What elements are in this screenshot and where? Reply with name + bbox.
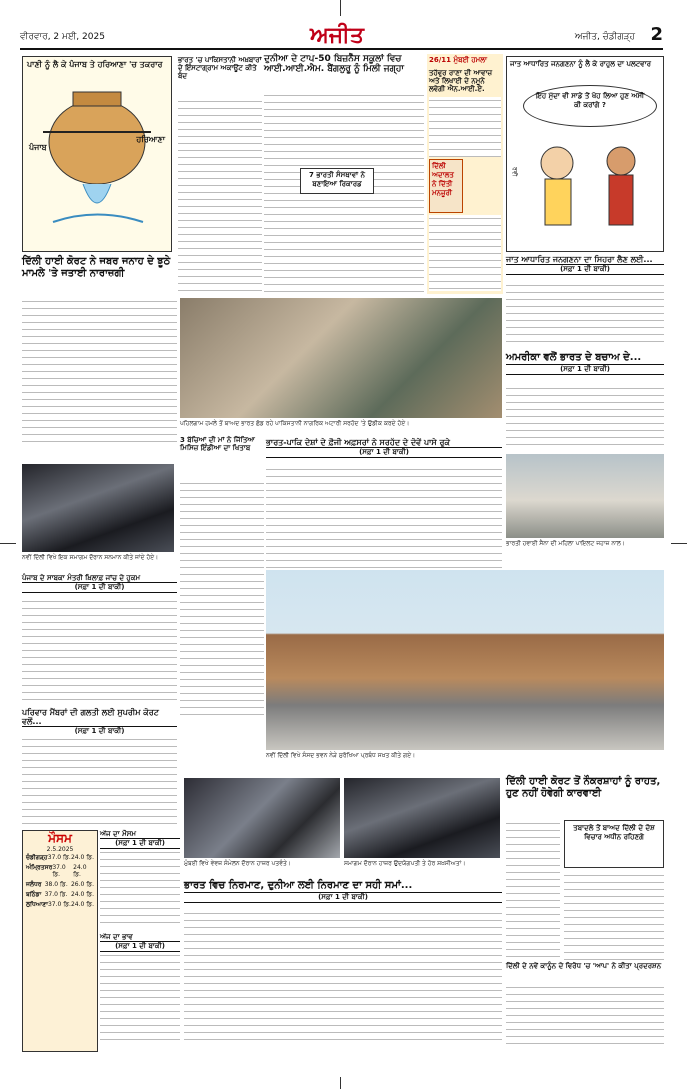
america-story (506, 352, 664, 380)
crop-mark-bottom (340, 1077, 341, 1089)
col2-body (178, 98, 262, 293)
pak-army-story (266, 438, 502, 462)
pilot-photo (506, 454, 664, 538)
summit-photo-right (344, 778, 500, 858)
weather-row (23, 853, 97, 863)
weather-row (23, 880, 97, 890)
aap-story (506, 962, 664, 982)
delhi-hc-jobs-body2 (564, 872, 664, 960)
delhi-hc-body (22, 298, 177, 443)
cartoon-right (506, 56, 664, 252)
pilot-caption: ਭਾਰਤੀ ਹਵਾਈ ਸੈਨਾ ਦੀ ਮਹਿਲਾ ਪਾਇਲਟ ਜਹਾਜ਼ ਨਾਲ। (506, 540, 625, 547)
cartoon-left (22, 56, 172, 252)
pak-army-tag: (ਸਫ਼ਾ 1 ਦੀ ਬਾਕੀ) (266, 447, 502, 458)
small-story-2-headline: ਅੱਜ ਦਾ ਭਾਵ (100, 933, 133, 942)
label-punjab: ਪੰਜਾਬ (29, 143, 47, 152)
small-story-2-body (100, 952, 180, 1042)
delhi-hc-jobs-headline: ਦਿੱਲੀ ਹਾਈ ਕੋਰਟ ਤੋਂ ਨੌਕਰਸ਼ਾਹਾਂ ਨੂੰ ਰਾਹਤ, ਹੁਣ ਨਹੀਂ ਹੋਵੇਗੀ ਕਾਰਵਾਈ (506, 776, 661, 799)
small-story-2-tag: (ਸਫ਼ਾ 1 ਦੀ ਬਾਕੀ) (100, 941, 180, 952)
masthead: ਅਜੀਤ (310, 22, 364, 48)
court-left-body (22, 736, 177, 826)
weather-max: 38.0 ਡਿ. (44, 881, 68, 888)
box-2611-kicker: 26/11 ਮੁੰਬਈ ਹਮਲਾ (429, 56, 488, 64)
politicians-illustration (517, 131, 657, 249)
top-center-story (264, 54, 424, 88)
pahalgam-photo (180, 298, 502, 418)
weather-row (23, 900, 97, 910)
summit-caption-left: ਮੁੰਬਈ ਵਿਖੇ ਵੇਵਜ਼ ਸੰਮੇਲਨ ਦੌਰਾਨ ਹਾਜ਼ਰ ਪਤਵੰਤੇ। (184, 860, 291, 867)
weather-min: 24.0 ਡਿ. (70, 891, 94, 898)
america-headline: ਅਮਰੀਕਾ ਵਲੋਂ ਭਾਰਤ ਦੇ ਬਚਾਅ ਦੇ... (506, 352, 642, 363)
summit-caption-right: ਸਮਾਗਮ ਦੌਰਾਨ ਹਾਜ਼ਰ ਉਦਯੋਗਪਤੀ ਤੇ ਹੋਰ ਸ਼ਖ਼ਸੀਅਤਾਂ। (344, 860, 466, 867)
weather-box (22, 830, 98, 1052)
delhi-hc-jobs-sidebar: ਤਬਾਦਲੇ ਤੋਂ ਬਾਅਦ ਦਿੱਲੀ ਦੇ ਦੋਸ਼ ਵਿਚਾਰ ਅਧੀਨ ਰਹਿਣਗੇ (564, 820, 664, 868)
america-body (506, 385, 664, 451)
award-caption: ਨਵੀਂ ਦਿੱਲੀ ਵਿਖੇ ਇਕ ਸਮਾਗਮ ਦੌਰਾਨ ਸਨਮਾਨ ਕੀਤੇ ਜਾਂਦੇ ਹੋਏ। (22, 554, 159, 561)
weather-city: ਅੰਮ੍ਰਿਤਸਰ (26, 864, 53, 871)
left-col-headline: ਪੰਜਾਬ ਦੇ ਸਾਬਕਾ ਮੰਤਰੀ ਖ਼ਿਲਾਫ਼ ਜਾਂਚ ਦੇ ਹੁਕਮ (22, 574, 141, 582)
caste-body (506, 282, 664, 348)
bottom-banner-body (184, 910, 502, 1040)
crop-mark-left (0, 543, 16, 544)
weather-max: 37.0 ਡਿ. (44, 891, 68, 898)
weather-title: ਮੌਸਮ (48, 831, 72, 845)
aap-body (506, 984, 664, 1044)
box-2611-red: ਦਿੱਲੀ ਅਦਾਲਤ ਨੇ ਦਿੱਤੀ ਮਨਜ਼ੂਰੀ (429, 159, 463, 213)
delhi-hc-story-headline-box (22, 256, 177, 296)
weather-city: ਚੰਡੀਗੜ੍ਹ (26, 854, 48, 861)
pahalgam-caption: ਪਹਿਲਗਾਮ ਹਮਲੇ ਤੋਂ ਬਾਅਦ ਭਾਰਤ ਛੱਡ ਰਹੇ ਪਾਕਿਸਤਾਨੀ ਨਾਗਰਿਕ ਅਟਾਰੀ ਸਰਹੱਦ 'ਤੇ ਉਡੀਕ ਕਰਦੇ ਹੋਏ। (180, 420, 410, 427)
building-caption: ਨਵੀਂ ਦਿੱਲੀ ਵਿਖੇ ਸੰਸਦ ਭਵਨ ਨੇੜੇ ਸੁਰੱਖਿਆ ਪ੍ਰਬੰਧ ਸਖ਼ਤ ਕੀਤੇ ਗਏ। (266, 752, 416, 759)
col2-story (178, 56, 262, 96)
small-story-1-headline: ਅੱਜ ਦਾ ਮੌਸਮ (100, 830, 136, 838)
caste-tag: (ਸਫ਼ਾ 1 ਦੀ ਬਾਕੀ) (506, 264, 664, 275)
weather-city: ਲੁਧਿਆਣਾ (26, 901, 48, 908)
bottom-banner-headline: ਭਾਰਤ ਵਿਚ ਨਿਰਮਾਣ, ਦੁਨੀਆ ਲਈ ਨਿਰਮਾਣ ਦਾ ਸਹੀ ਸਮਾਂ... (184, 880, 413, 891)
weather-date: 2.5.2025 (46, 846, 74, 853)
summit-photo-left (184, 778, 340, 858)
small-story-1-tag: (ਸਫ਼ਾ 1 ਦੀ ਬਾਕੀ) (100, 838, 180, 849)
caste-census-story (506, 255, 664, 277)
pull-quote: 7 ਭਾਰਤੀ ਸੰਸਥਾਵਾਂ ਨੇ ਬਣਾਇਆ ਰਿਕਾਰਡ (300, 168, 374, 194)
left-col-body (22, 598, 177, 702)
col2-headline: ਭਾਰਤ 'ਚ ਪਾਕਿਸਤਾਨੀ ਅਖ਼ਬਾਰਾਂ ਦੇ ਇੰਸਟਾਗ੍ਰਾਮ ਅਕਾਊਂਟ ਕੀਤੇ ਬੰਦ (178, 56, 262, 81)
left-col-tag: (ਸਫ਼ਾ 1 ਦੀ ਬਾਕੀ) (22, 582, 177, 593)
bottom-banner-tag: (ਸਫ਼ਾ 1 ਦੀ ਬਾਕੀ) (184, 892, 502, 903)
cartoon-right-headline: ਜਾਤ ਆਧਾਰਿਤ ਜਨਗਣਨਾ ਨੂੰ ਲੈ ਕੇ ਰਾਹੁਲ ਦਾ ਪਲਟਵਾਰ (510, 60, 651, 68)
top-center-headline: ਦੁਨੀਆ ਦੇ ਟਾਪ-50 ਬਿਜ਼ਨੈੱਸ ਸਕੂਲਾਂ ਵਿਚ ਆਈ.ਆਈ.ਐਮ. ਬੈਂਗਲੁਰੂ ਨੂੰ ਮਿਲੀ ਜਗ੍ਹਾ (264, 54, 404, 75)
mother-body (180, 480, 264, 720)
weather-max: 37.0 ਡਿ. (52, 864, 66, 878)
weather-row (23, 890, 97, 900)
court-left-tag: (ਸਫ਼ਾ 1 ਦੀ ਬਾਕੀ) (22, 726, 177, 737)
speech-bubble: ਇਹ ਮੁੱਦਾ ਵੀ ਸਾਡੇ ਤੋਂ ਖੋਹ ਲਿਆ ਹੁਣ ਅਸੀਂ ਕੀ ਕਰਾਂਗੇ ? (523, 85, 657, 127)
page-header (20, 22, 663, 50)
weather-min: 26.0 ਡਿ. (70, 881, 94, 888)
page-number: 2 (650, 24, 663, 45)
crop-mark-top (340, 0, 341, 16)
court-left-headline: ਪਰਿਵਾਰ ਮੈਂਬਰਾਂ ਦੀ ਗਲਤੀ ਲਈ ਸੁਪਰੀਮ ਕੋਰਟ ਵਲੋਂ... (22, 708, 159, 727)
weather-city: ਬਠਿੰਡਾ (26, 891, 42, 898)
caste-headline: ਜਾਤ ਆਧਾਰਿਤ ਜਨਗਣਨਾ ਦਾ ਸਿਹਰਾ ਲੈਣ ਲਈ... (506, 255, 653, 264)
weather-min: 24.0 ਡਿ. (70, 854, 94, 861)
label-haryana: ਹਰਿਆਣਾ (136, 135, 165, 144)
pak-army-headline: ਭਾਰਤ-ਪਾਕਿ ਦੇਸ਼ਾਂ ਦੇ ਫ਼ੌਜੀ ਅਫ਼ਸਰਾਂ ਨੇ ਸਰਹੱਦ ਦੇ ਦੋਵੇਂ ਪਾਸੇ ਰੁਕੇ (266, 438, 450, 447)
award-photo (22, 464, 174, 552)
building-photo (266, 570, 664, 750)
header-date: ਵੀਰਵਾਰ, 2 ਮਈ, 2025 (20, 32, 105, 42)
header-city: ਅਜੀਤ, ਚੰਡੀਗੜ੍ਹ (574, 32, 635, 42)
weather-city: ਜਲੰਧਰ (26, 881, 42, 888)
box-2611-body2 (429, 215, 501, 291)
pak-army-body (266, 466, 502, 568)
weather-row (23, 863, 97, 880)
box-2611-body (429, 97, 501, 157)
weather-max: 37.0 ਡਿ. (47, 901, 71, 908)
box-2611 (427, 54, 503, 294)
cartoonist-name: ਰਵੀ (511, 167, 518, 177)
weather-rows (23, 853, 97, 910)
delhi-hc-headline: ਦਿੱਲੀ ਹਾਈ ਕੋਰਟ ਨੇ ਜਬਰ ਜਨਾਹ ਦੇ ਝੂਠੇ ਮਾਮਲੇ 'ਤੇ ਜਤਾਈ ਨਾਰਾਜ਼ਗੀ (22, 256, 171, 279)
weather-min: 24.0 ਡਿ. (73, 864, 87, 878)
mother-story (180, 436, 264, 476)
court-left-story (22, 708, 177, 736)
weather-max: 37.0 ਡਿ. (47, 854, 71, 861)
america-tag: (ਸਫ਼ਾ 1 ਦੀ ਬਾਕੀ) (506, 364, 664, 375)
left-col-story (22, 574, 177, 596)
mother-headline: 3 ਬੱਚਿਆਂ ਦੀ ਮਾਂ ਨੇ ਜਿੱਤਿਆ ਮਿਸਿਜ਼ ਇੰਡੀਆ ਦਾ ਖਿਤਾਬ (180, 436, 255, 453)
weather-min: 24.0 ਡਿ. (70, 901, 94, 908)
delhi-hc-jobs-body (506, 820, 560, 960)
small-story-1-body (100, 849, 180, 929)
box-2611-headline: ਤਹੱਵੁਰ ਰਾਣਾ ਦੀ ਆਵਾਜ਼ ਅਤੇ ਲਿਖਾਈ ਦੇ ਨਮੂਨੇ ਲਵੇਗੀ ਐਨ.ਆਈ.ਏ. (429, 69, 493, 94)
crop-mark-right (671, 543, 687, 544)
bottom-banner (184, 880, 502, 906)
cartoon-left-headline: ਪਾਣੀ ਨੂੰ ਲੈ ਕੇ ਪੰਜਾਬ ਤੇ ਹਰਿਆਣਾ 'ਚ ਤਕਰਾਰ (27, 60, 163, 69)
small-stories-column (100, 830, 180, 1052)
delhi-hc-jobs (506, 776, 664, 816)
aap-headline: ਦਿੱਲੀ ਦੇ ਨਵੇਂ ਕਾਨੂੰਨ ਦੇ ਵਿਰੋਧ 'ਚ 'ਆਪ' ਨੇ ਕੀਤਾ ਪ੍ਰਦਰਸ਼ਨ (506, 962, 662, 970)
